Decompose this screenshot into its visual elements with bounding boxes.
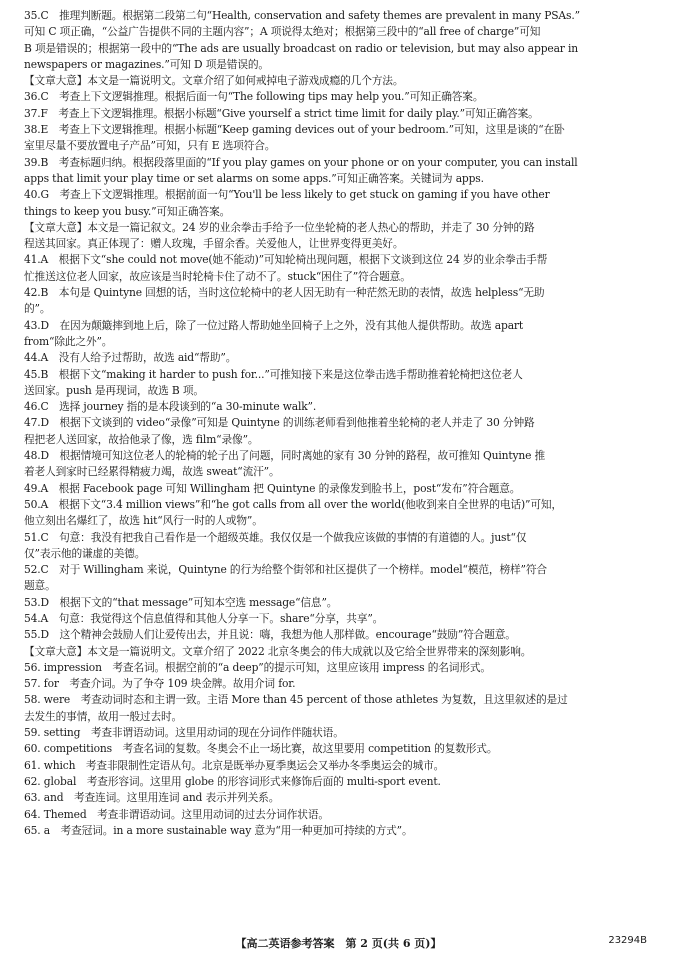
text-line: 50.A 根据下文“3.4 million views”和“he got calls from all over the world(他收到来自全世界的电话)”可知， [24, 497, 562, 511]
text-line: 程把老人送回家，故拾他录了像，选 film“录像”。 [24, 432, 259, 446]
text-line: 可知 C 项正确，“公益广告提供不同的主题内容”；A 项说得太绝对；根据第三段中的“all free of charge”可知 [24, 25, 541, 39]
text-line: 41.A 根据下文“she could not move(她不能动)”可知轮椅出现问题，根据下文谈到这位 24 岁的业余拳击手帮 [24, 253, 548, 267]
paper-code: 23294B [608, 935, 647, 946]
text-line: 40.G 考查上下文逻辑推理。根据前面一句“You'll be less likely to get stuck on gaming if you have other [24, 188, 550, 202]
text-line: 45.B 根据下文“making it harder to push for...”可推知接下来是这位拳击选手帮助推着轮椅把这位老人 [24, 367, 523, 381]
text-line: things to keep you busy.”可知正确答案。 [24, 204, 231, 218]
text-line: 送回家。push 是再现词，故选 B 项。 [24, 383, 204, 397]
text-line: 58. were 考查动词时态和主谓一致。主语 More than 45 percent of those athletes 为复数，且这里叙述的是过 [24, 693, 568, 707]
text-line: 39.B 考查标题归纳。根据段落里面的“If you play games on your phone or on your computer, you can install [24, 155, 578, 169]
text-line: newspapers or magazines.”可知 D 项是错误的。 [24, 57, 269, 71]
text-line: 38.E 考查上下文逻辑推理。根据小标题“Keep gaming devices out of your bedroom.”可知，这里是谈的“在卧 [24, 123, 565, 137]
text-line: 他立刻出名爆红了，故选 hit“风行一时的人或物”。 [24, 514, 263, 528]
text-line: 63. and 考查连词。这里用连词 and 表示并列关系。 [24, 791, 280, 805]
text-line: 48.D 根据情境可知这位老人的轮椅的轮子出了问题，同时离她的家有 30 分钟的路程，故可推知 Quintyne 推 [24, 449, 546, 463]
text-line: 46.C 选择 journey 指的是本段谈到的“a 30-minute walk”. [24, 400, 317, 414]
text-line: 42.B 本句是 Quintyne 回想的话，当时这位轮椅中的老人因无助有一种茫然无助的表情，故选 helpless“无助 [24, 286, 545, 300]
answer-content [24, 8, 653, 839]
text-line: 65. a 考查冠词。in a more sustainable way 意为“用一种更加可持续的方式”。 [24, 823, 413, 837]
page-footer [0, 935, 677, 951]
text-line: apps that limit your play time or set alarms on some apps.”可知正确答案。关键词为 apps. [24, 171, 484, 185]
text-line: 51.C 句意：我没有把我自己看作是一个超级英雄。我仅仅是一个做我应该做的事情的有道德的人。just“仅 [24, 530, 527, 544]
text-line: 【文章大意】本文是一篇记叙文。24 岁的业余拳击手给予一位坐轮椅的老人热心的帮助，并走了 30 分钟的路 [24, 220, 535, 234]
text-line: 55.D 这个精神会鼓励人们让爱传出去，并且说：嗨，我想为他人那样做。encourage“鼓励”符合题意。 [24, 628, 516, 642]
text-line: 53.D 根据下文的“that message”可知本空选 message“信息”。 [24, 595, 338, 609]
text-line: 37.F 考查上下文逻辑推理。根据小标题“Give yourself a strict time limit for daily play.”可知正确答案。 [24, 106, 539, 120]
text-line: 61. which 考查非限制性定语从句。北京是既举办夏季奥运会又举办冬季奥运会的城市。 [24, 758, 445, 772]
text-line: 43.D 在因为颠簸摔到地上后，除了一位过路人帮助她坐回椅子上之外，没有其他人提供帮助。故选 apart [24, 318, 524, 332]
text-line: B 项是错误的；根据第一段中的“The ads are usually broadcast on radio or television, but may also appear in [24, 41, 578, 55]
text-line: 去发生的事情，故用一般过去时。 [24, 709, 183, 723]
text-line: 程送其回家。真正体现了：赠人玫瑰，手留余香。关爱他人，让世界变得更美好。 [24, 237, 404, 251]
text-line: 仅”表示他的谦虚的美德。 [24, 546, 146, 560]
text-line: 54.A 句意：我觉得这个信息值得和其他人分享一下。share“分享，共享”。 [24, 611, 384, 625]
text-line: 60. competitions 考查名词的复数。冬奥会不止一场比赛，故这里要用 competition 的复数形式。 [24, 742, 498, 756]
text-line: 36.C 考查上下文逻辑推理。根据后面一句“The following tips may help you.”可知正确答案。 [24, 90, 484, 104]
text-line: 35.C 推理判断题。根据第二段第二句“Health, conservation and safety themes are prevalent in many PSAs.” [24, 9, 580, 22]
text-line: 着老人到家时已经累得精疲力竭，故选 sweat“流汗”。 [24, 465, 280, 479]
text-line: 44.A 没有人给予过帮助，故选 aid“帮助”。 [24, 351, 237, 365]
text-line: from“除此之外”。 [24, 334, 113, 348]
text-line: 【文章大意】本文是一篇说明文。文章介绍了如何戒掉电子游戏成瘾的几个方法。 [24, 74, 404, 88]
text-line: 室里尽量不要放置电子产品”可知，只有 E 选项符合。 [24, 139, 276, 153]
footer-title: 【高二英语参考答案 第 2 页(共 6 页)】 [235, 937, 442, 950]
text-line: 【文章大意】本文是一篇说明文。文章介绍了 2022 北京冬奥会的伟大成就以及它给全世界带来的深刻影响。 [24, 644, 532, 658]
text-line: 57. for 考查介词。为了争夺 109 块金牌。故用介词 for. [24, 677, 296, 691]
text-line: 47.D 根据下文谈到的 video“录像”可知是 Quintyne 的训练老师看到他推着坐轮椅的老人并走了 30 分钟路 [24, 416, 535, 430]
text-line: 56. impression 考查名词。根据空前的“a deep”的提示可知，这里应该用 impress 的名词形式。 [24, 660, 491, 674]
text-line: 52.C 对于 Willingham 来说，Quintyne 的行为给整个街邻和社区提供了一个榜样。model“模范，榜样”符合 [24, 563, 547, 577]
text-line: 49.A 根据 Facebook page 可知 Willingham 把 Quintyne 的录像发到脸书上，post“发布”符合题意。 [24, 481, 521, 495]
text-line: 59. setting 考查非谓语动词。这里用动词的现在分词作伴随状语。 [24, 726, 344, 740]
text-line: 的”。 [24, 302, 51, 316]
text-line: 题意。 [24, 579, 56, 593]
text-line: 忙推送这位老人回家，故应该是当时轮椅卡住了动不了。stuck“困住了”符合题意。 [24, 269, 411, 283]
text-line: 62. global 考查形容词。这里用 globe 的形容词形式来修饰后面的 multi-sport event. [24, 774, 441, 788]
text-line: 64. Themed 考查非谓语动词。这里用动词的过去分词作状语。 [24, 807, 329, 821]
